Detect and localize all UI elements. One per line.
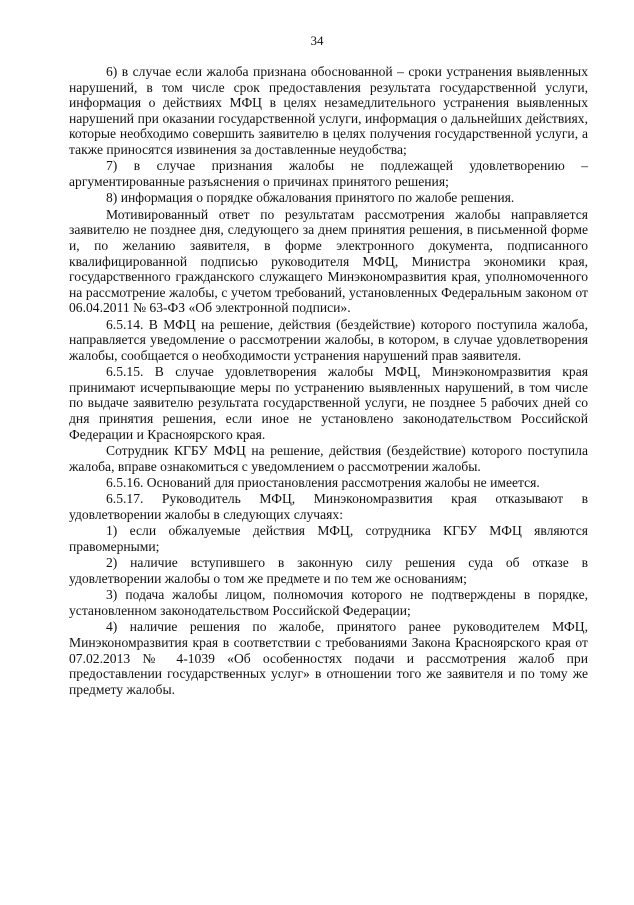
paragraph: 6.5.15. В случае удовлетворения жалобы МФЦ, Минэкономразвития края принимают исчерпывающие меры по устранению выявленных нарушений, в том числе по выдаче заявителю результата государственной услуги, не позднее 5 рабочих дней со дня принятия решения, если иное не установлено законодательством Российской Федерации и Красноярского края. xyxy=(69,364,588,442)
paragraph: 1) если обжалуемые действия МФЦ, сотрудника КГБУ МФЦ являются правомерными; xyxy=(69,523,588,554)
paragraph: 2) наличие вступившего в законную силу решения суда об отказе в удовлетворении жалобы о том же предмете и по тем же основаниям; xyxy=(69,555,588,586)
document-body xyxy=(69,64,588,698)
paragraph: 4) наличие решения по жалобе, принятого ранее руководителем МФЦ, Минэкономразвития края в соответствии с требованиями Закона Красноярского края от 07.02.2013 № 4-1039 «Об особенностях подачи и рассмотрения жалоб при предоставлении государственных услуг» в отношении того же заявителя и по тому же предмету жалобы. xyxy=(69,619,588,697)
page-number: 34 xyxy=(310,33,324,48)
paragraph: Сотрудник КГБУ МФЦ на решение, действия (бездействие) которого поступила жалоба, вправе ознакомиться с уведомлением о рассмотрении жалобы. xyxy=(69,443,588,474)
paragraph: 6.5.17. Руководитель МФЦ, Минэкономразвития края отказывают в удовлетворении жалобы в следующих случаях: xyxy=(69,491,588,522)
paragraph: 7) в случае признания жалобы не подлежащей удовлетворению – аргументированные разъяснения о причинах принятого решения; xyxy=(69,158,588,189)
paragraph: 6) в случае если жалоба признана обоснованной – сроки устранения выявленных нарушений, в том числе срок предоставления результата государственной услуги, информация о действиях МФЦ в целях незамедлительного устранения выявленных нарушений при оказании государственной услуги, информация о дальнейших действиях, которые необходимо совершить заявителю в целях получения государственной услуги, а также приносятся извинения за доставленные неудобства; xyxy=(69,64,588,157)
paragraph: 3) подача жалобы лицом, полномочия которого не подтверждены в порядке, установленном законодательством Российской Федерации; xyxy=(69,587,588,618)
paragraph: 8) информация о порядке обжалования принятого по жалобе решения. xyxy=(106,190,515,206)
paragraph: 6.5.14. В МФЦ на решение, действия (бездействие) которого поступила жалоба, направляется уведомление о рассмотрении жалобы, в котором, в случае удовлетворения жалобы, сообщается о необходимости устранения нарушений прав заявителя. xyxy=(69,316,588,363)
paragraph: Мотивированный ответ по результатам рассмотрения жалобы направляется заявителю не позднее дня, следующего за днем принятия решения, в письменной форме и, по желанию заявителя, в форме электронного документа, подписанного квалифицированной подписью руководителя МФЦ, Министра экономики края, государственного гражданского служащего Минэкономразвития края, уполномоченного на рассмотрение жалобы, с учетом требований, установленных Федеральным законом от 06.04.2011 № 63-ФЗ «Об электронной подписи». xyxy=(69,206,588,316)
paragraph: 6.5.16. Оснований для приостановления рассмотрения жалобы не имеется. xyxy=(106,475,540,491)
